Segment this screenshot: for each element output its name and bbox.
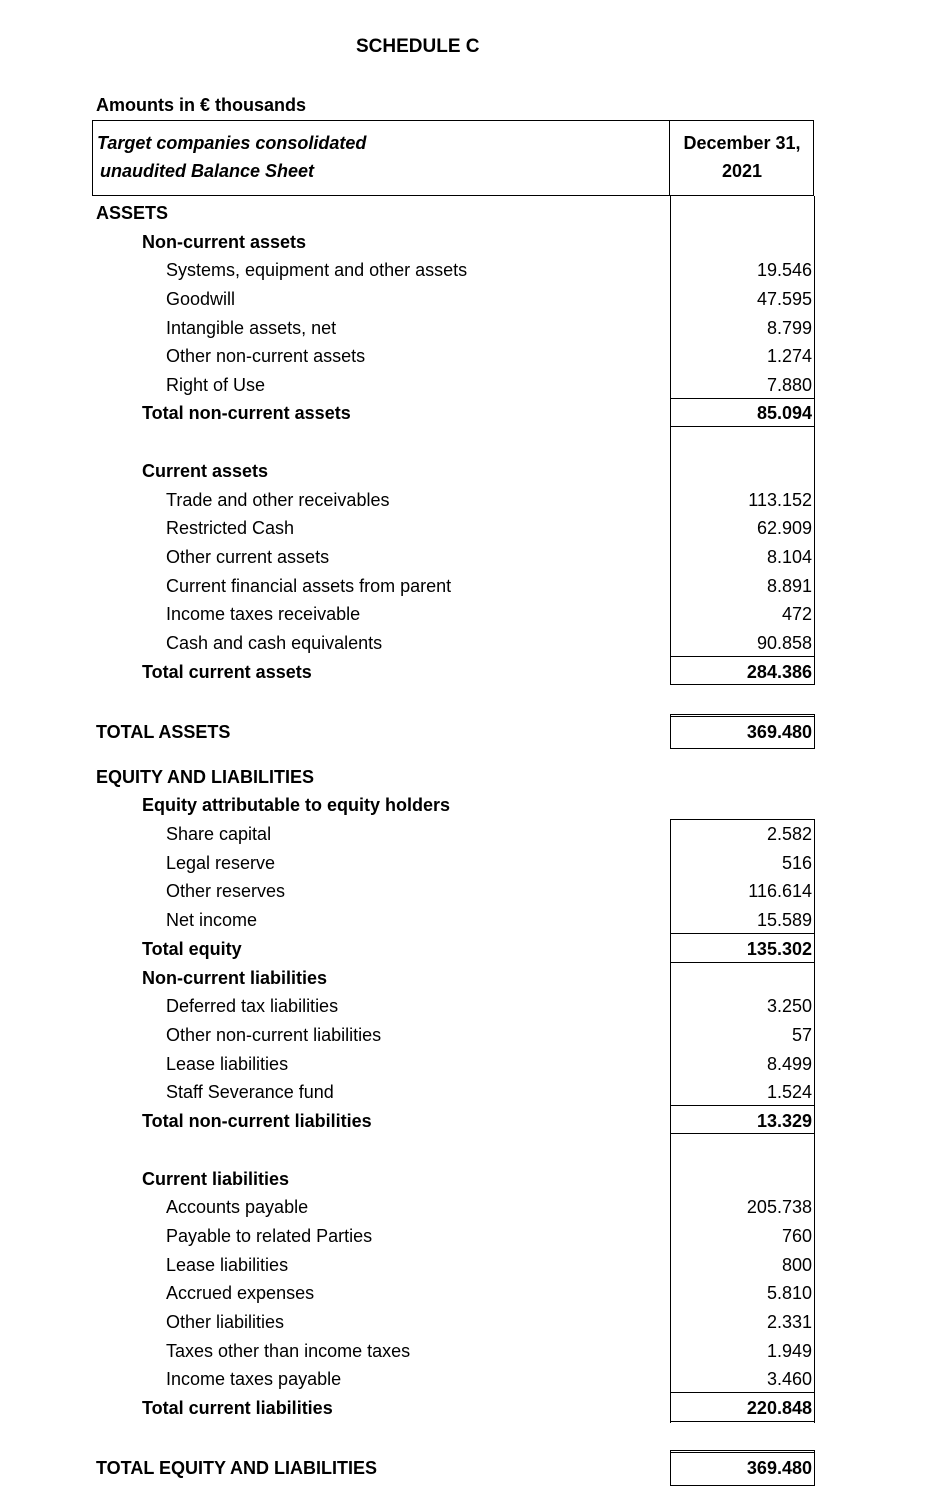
line-item-label: Other non-current liabilities (166, 1025, 382, 1045)
header-divider (669, 120, 670, 196)
header-title-line2: unaudited Balance Sheet (100, 161, 315, 181)
rule-line (670, 748, 815, 749)
line-item-label: Cash and cash equivalents (166, 633, 383, 653)
line-item-value: 57 (791, 1025, 812, 1045)
double-rule-line (670, 714, 815, 717)
line-item-label: Lease liabilities (166, 1255, 289, 1275)
line-item-value: 2.582 (766, 824, 812, 844)
line-item-value: 800 (781, 1255, 812, 1275)
total-noncurrent-liabilities-value: 13.329 (756, 1111, 812, 1131)
header-title-line1: Target companies consolidated (97, 133, 367, 153)
assets-heading: ASSETS (96, 203, 169, 223)
total-equity-label: Total equity (142, 939, 242, 959)
line-item-value: 8.891 (766, 576, 812, 596)
line-item-value: 15.589 (756, 910, 812, 930)
line-item-label: Trade and other receivables (166, 490, 390, 510)
line-item-label: Income taxes receivable (166, 604, 361, 624)
line-item-value: 7.880 (766, 375, 812, 395)
line-item-label: Income taxes payable (166, 1369, 342, 1389)
total-current-liabilities-label: Total current liabilities (142, 1398, 333, 1418)
line-item-label: Other current assets (166, 547, 330, 567)
line-item-label: Systems, equipment and other assets (166, 260, 468, 280)
line-item-value: 62.909 (756, 518, 812, 538)
line-item-value: 760 (781, 1226, 812, 1246)
line-item-label: Deferred tax liabilities (166, 996, 339, 1016)
line-item-label: Other liabilities (166, 1312, 285, 1332)
total-equity-liabilities-label: TOTAL EQUITY AND LIABILITIES (96, 1458, 378, 1478)
line-item-value: 116.614 (748, 881, 812, 901)
line-item-value: 5.810 (766, 1283, 812, 1303)
line-item-value: 113.152 (748, 490, 812, 510)
total-noncurrent-liabilities-label: Total non-current liabilities (142, 1111, 372, 1131)
total-current-liabilities-value: 220.848 (746, 1398, 812, 1418)
line-item-label: Accounts payable (166, 1197, 309, 1217)
line-item-label: Net income (166, 910, 258, 930)
rule-line (670, 1485, 815, 1486)
line-item-value: 3.460 (766, 1369, 812, 1389)
line-item-value: 3.250 (766, 996, 812, 1016)
line-item-value: 1.949 (766, 1341, 812, 1361)
line-item-label: Intangible assets, net (166, 318, 337, 338)
line-item-label: Other non-current assets (166, 346, 366, 366)
total-current-assets-label: Total current assets (142, 662, 312, 682)
line-item-label: Share capital (166, 824, 272, 844)
total-assets-value: 369.480 (746, 722, 812, 742)
line-item-value: 19.546 (756, 260, 812, 280)
total-assets-label: TOTAL ASSETS (96, 722, 231, 742)
current-liabilities-heading: Current liabilities (142, 1169, 290, 1189)
current-assets-heading: Current assets (142, 461, 269, 481)
line-item-value: 8.799 (766, 318, 812, 338)
line-item-value: 8.104 (766, 547, 812, 567)
line-item-value: 472 (781, 604, 812, 624)
line-item-label: Right of Use (166, 375, 266, 395)
line-item-label: Current financial assets from parent (166, 576, 452, 596)
header-date-line1: December 31, (683, 133, 801, 153)
line-item-value: 1.524 (766, 1082, 812, 1102)
noncurrent-liabilities-heading: Non-current liabilities (142, 968, 328, 988)
line-item-label: Legal reserve (166, 853, 276, 873)
line-item-label: Accrued expenses (166, 1283, 315, 1303)
line-item-value: 516 (781, 853, 812, 873)
line-item-label: Taxes other than income taxes (166, 1341, 411, 1361)
double-rule-line (670, 1450, 815, 1453)
line-item-value: 47.595 (756, 289, 812, 309)
line-item-label: Staff Severance fund (166, 1082, 334, 1102)
line-item-label: Restricted Cash (166, 518, 295, 538)
line-item-value: 8.499 (766, 1054, 812, 1074)
line-item-label: Lease liabilities (166, 1054, 289, 1074)
total-noncurrent-assets-value: 85.094 (756, 403, 812, 423)
line-item-label: Payable to related Parties (166, 1226, 373, 1246)
total-equity-value: 135.302 (746, 939, 812, 959)
line-item-value: 205.738 (746, 1197, 812, 1217)
units-caption: Amounts in € thousands (96, 95, 307, 115)
total-current-assets-value: 284.386 (746, 662, 812, 682)
equity-liabilities-heading: EQUITY AND LIABILITIES (96, 767, 315, 787)
equity-heading: Equity attributable to equity holders (142, 795, 451, 815)
line-item-value: 90.858 (756, 633, 812, 653)
line-item-value: 1.274 (766, 346, 812, 366)
line-item-value: 2.331 (766, 1312, 812, 1332)
header-box (92, 120, 814, 196)
line-item-label: Other reserves (166, 881, 286, 901)
header-date-line2: 2021 (721, 161, 763, 181)
total-equity-liabilities-value: 369.480 (746, 1458, 812, 1478)
noncurrent-assets-heading: Non-current assets (142, 232, 307, 252)
total-noncurrent-assets-label: Total non-current assets (142, 403, 351, 423)
line-item-label: Goodwill (166, 289, 236, 309)
schedule-title: SCHEDULE C (356, 36, 480, 57)
